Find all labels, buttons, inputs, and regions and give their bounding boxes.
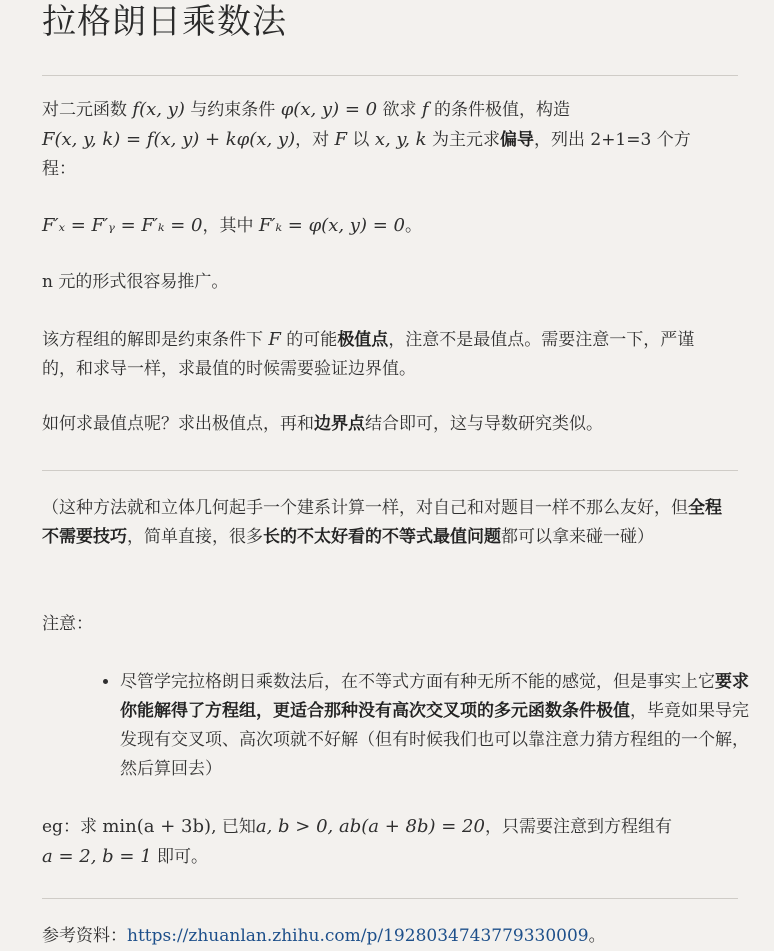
divider xyxy=(42,898,738,899)
text: 该方程组的解即是约束条件下 xyxy=(42,330,269,350)
math: F(x, y, k) = f(x, y) + kφ(x, y) xyxy=(42,129,296,150)
math: F′ₓ = F′ᵧ = F′ₖ = 0 xyxy=(42,215,203,236)
text: 。 xyxy=(404,216,422,236)
paragraph-definition xyxy=(42,95,722,184)
text: （这种方法就和立体几何起手一个建系计算一样，对自己和对题目一样不那么友好，但 xyxy=(42,498,688,518)
text: 即可。 xyxy=(151,847,209,867)
text: 的条件极值，构造 xyxy=(428,100,570,120)
paragraph-extremum xyxy=(42,410,722,439)
math: φ(x, y) = 0 xyxy=(280,99,378,120)
text: 如何求最值点呢？求出极值点，再和 xyxy=(42,414,314,434)
emphasis: 极值点 xyxy=(337,330,389,350)
paragraph-note-label: 注意： xyxy=(42,614,93,634)
math: a = 2, b = 1 xyxy=(42,846,152,867)
divider xyxy=(42,470,738,471)
notes-list xyxy=(96,668,760,784)
text: , 已知 xyxy=(211,817,256,837)
paragraph-solution xyxy=(42,325,722,384)
text: 尽管学完拉格朗日乘数法后，在不等式方面有种无所不能的感觉，但是事实上它 xyxy=(120,672,715,692)
math: f xyxy=(421,99,429,120)
math: a, b > 0, ab(a + 8b) = 20 xyxy=(255,816,485,837)
paragraph-remark xyxy=(42,494,722,552)
text: 与约束条件 xyxy=(184,100,281,120)
text: 都可以拿来碰一碰） xyxy=(501,527,654,547)
math: F′ₖ = φ(x, y) = 0 xyxy=(258,215,405,236)
paragraph-generalize: n 元的形式很容易推广。 xyxy=(42,272,229,292)
math: F xyxy=(268,329,281,350)
text: ，毕竟如果导完发现有交叉项、高次项就不好解（但有时候我们也可以靠注意力猜方程组的一个解，然后算回去） xyxy=(120,701,749,779)
list-item xyxy=(120,668,760,784)
text: ，注意不是最值点。需要注意一下，严谨的，和求导一样，求最值的时候需要验证边界值。 xyxy=(42,330,695,379)
text: ，只需要注意到方程组有 xyxy=(484,817,672,837)
divider xyxy=(42,75,738,76)
emphasis: 全程不需要技巧 xyxy=(42,498,722,547)
text: 的可能 xyxy=(280,330,338,350)
math: F xyxy=(334,129,348,150)
text: 。 xyxy=(588,926,606,946)
emphasis: 边界点 xyxy=(314,414,365,434)
text: 对二元函数 xyxy=(42,100,133,120)
emphasis: 要求你能解得了方程组，更适合那种没有高次交叉项的多元函数条件极值 xyxy=(120,672,749,721)
text: 结合即可，这与导数研究类似。 xyxy=(365,414,603,434)
text: ，其中 xyxy=(202,216,259,236)
text: 以 xyxy=(347,130,375,150)
page-title: 拉格朗日乘数法 xyxy=(42,2,287,42)
text: 为主元求 xyxy=(426,130,500,150)
paragraph-example xyxy=(42,812,722,872)
math: min(a + 3b) xyxy=(102,816,212,837)
text: eg：求 xyxy=(42,817,103,837)
reference xyxy=(42,922,722,951)
reference-label: 参考资料： xyxy=(42,926,127,946)
text: 欲求 xyxy=(377,100,422,120)
math: f(x, y) xyxy=(132,99,185,120)
text: ，对 xyxy=(295,130,335,150)
reference-link[interactable]: https://zhuanlan.zhihu.com/p/1928034743779330009 xyxy=(127,926,589,946)
math: x, y, k xyxy=(374,129,427,150)
paragraph-equations xyxy=(42,211,722,241)
emphasis: 长的不太好看的不等式最值问题 xyxy=(263,527,501,547)
emphasis: 偏导 xyxy=(499,130,534,150)
text: ，简单直接，很多 xyxy=(127,527,263,547)
text: ，列出 2+1=3 个方程： xyxy=(42,130,691,179)
